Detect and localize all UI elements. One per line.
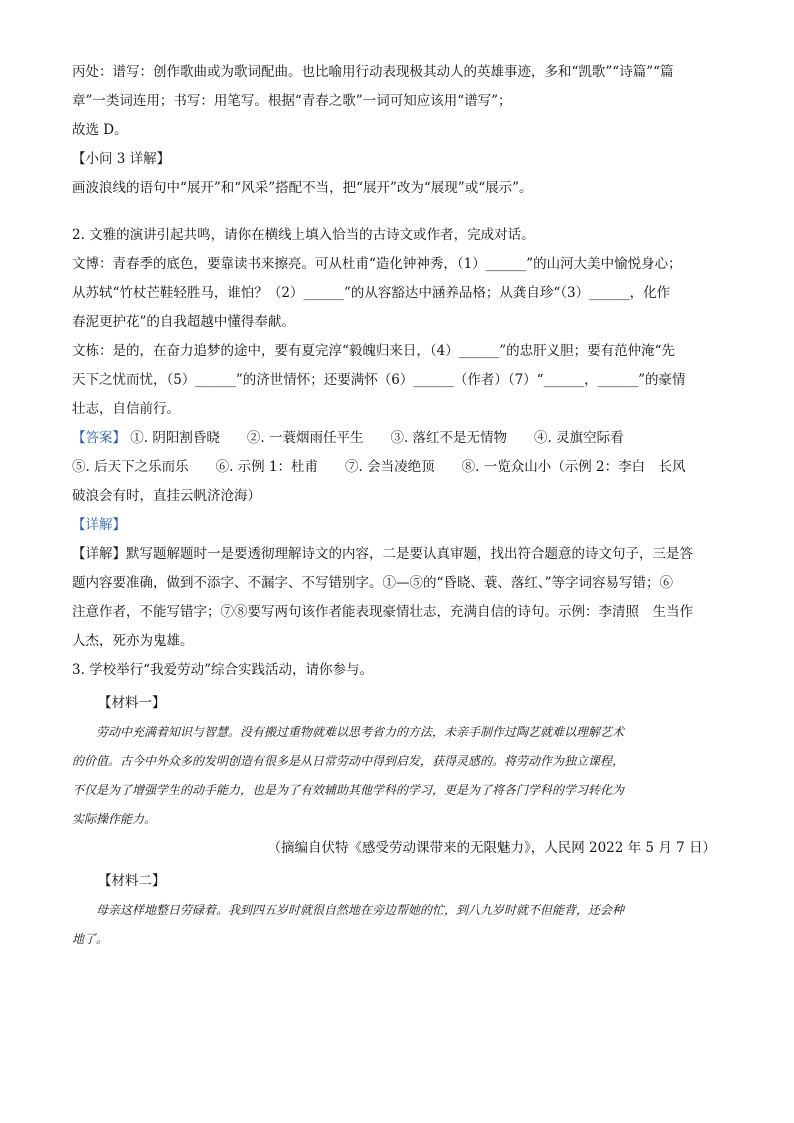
answer-line	[72, 424, 722, 453]
dialog-line: 从苏轼“竹杖芒鞋轻胜马，谁怕？（2）______”的从容豁达中涵养品格；从龚自珍“（3）______，化作	[72, 285, 671, 301]
paragraph-line: 故选 D。	[72, 122, 128, 138]
material-line: 不仅是为了增强学生的动手能力，也是为了有效辅助其他学科的学习，更是为了将各门学科的学习转化为	[72, 783, 625, 797]
detail-label: 【详解】	[72, 517, 126, 533]
detail-line: 注意作者，不能写错字；⑦⑧要写两句该作者能表现豪情壮志，充满自信的诗句。示例：李清照 生当作	[72, 604, 693, 620]
detail-line: 人杰，死亦为鬼雄。	[72, 633, 194, 649]
spacer	[72, 203, 722, 221]
sub-question-header: 【小问 3 详解】	[72, 151, 171, 167]
dialog-line: 文栋：是的，在奋力追梦的途中，要有夏完淳“毅魄归来日，（4）______”的忠肝义胆；要有范仲淹“先	[72, 343, 676, 359]
dialog-line: 春泥更护花”的自我超越中懂得奉献。	[72, 314, 295, 330]
sub-question-text: 画波浪线的语句中“展开”和“风采”搭配不当，把“展开”改为“展现”或“展示”。	[72, 180, 533, 196]
dialog-line: 文博：青春季的底色，要靠读书来擦亮。可从杜甫“造化钟神秀，（1）______”的山河大美中愉悦身心；	[72, 256, 682, 272]
answer-line: 破浪会有时，直挂云帆济沧海）	[72, 488, 261, 504]
detail-line: 【详解】默写题解题时一是要透彻理解诗文的内容，二是要认真审题，找出符合题意的诗文句子，三是答	[72, 546, 693, 562]
material-title: 【材料二】	[98, 873, 166, 889]
material-line: 的价值。古今中外众多的发明创造有很多是从日常劳动中得到启发，获得灵感的。将劳动作为独立课程，	[72, 754, 625, 768]
paragraph-line: 丙处：谱写：创作歌曲或为歌词配曲。也比喻用行动表现极其动人的英雄事迹，多和“凯歌”“诗篇”“篇	[72, 64, 674, 80]
material-line: 实际操作能力。	[72, 812, 157, 826]
question-stem: 2. 文雅的演讲引起共鸣，请你在横线上填入恰当的古诗文或作者，完成对话。	[72, 227, 535, 243]
material-title: 【材料一】	[98, 695, 166, 711]
question-stem: 3. 学校举行“我爱劳动”综合实践活动，请你参与。	[72, 662, 373, 678]
document-page	[72, 58, 722, 954]
dialog-line: 天下之忧而忧，（5）______”的济世情怀；还要满怀（6）______（作者）（7）“______，______”的豪情	[72, 372, 686, 388]
material-line: 母亲这样地整日劳碌着。我到四五岁时就很自然地在旁边帮她的忙，到八九岁时就不但能背，还会种	[96, 903, 625, 917]
material-line: 地了。	[72, 932, 109, 946]
answer-label: 【答案】	[72, 430, 126, 446]
material-source: （摘编自伏特《感受劳动课带来的无限魅力》，人民网 2022 年 5 月 7 日）	[267, 840, 716, 856]
paragraph-line: 章”一类词连用；书写：用笔写。根据“青春之歌”一词可知应该用“谱写”；	[72, 93, 512, 109]
detail-line: 题内容要准确，做到不添字、不漏字、不写错别字。①—⑤的“昏晓、蓑、落红、”等字词容易写错；⑥	[72, 575, 674, 591]
dialog-line: 壮志，自信前行。	[72, 401, 180, 417]
answer-line: ⑤. 后天下之乐而乐 ⑥. 示例 1：杜甫 ⑦. 会当凌绝顶 ⑧. 一览众山小（示例 2：李白 长风	[72, 459, 686, 475]
answer-text: ①. 阴阳割昏晓 ②. 一蓑烟雨任平生 ③. 落红不是无情物 ④. 灵旗空际看	[130, 430, 624, 446]
material-line: 劳动中充满着知识与智慧。没有搬过重物就难以思考省力的方法，未亲手制作过陶艺就难以理解艺术	[96, 725, 625, 739]
